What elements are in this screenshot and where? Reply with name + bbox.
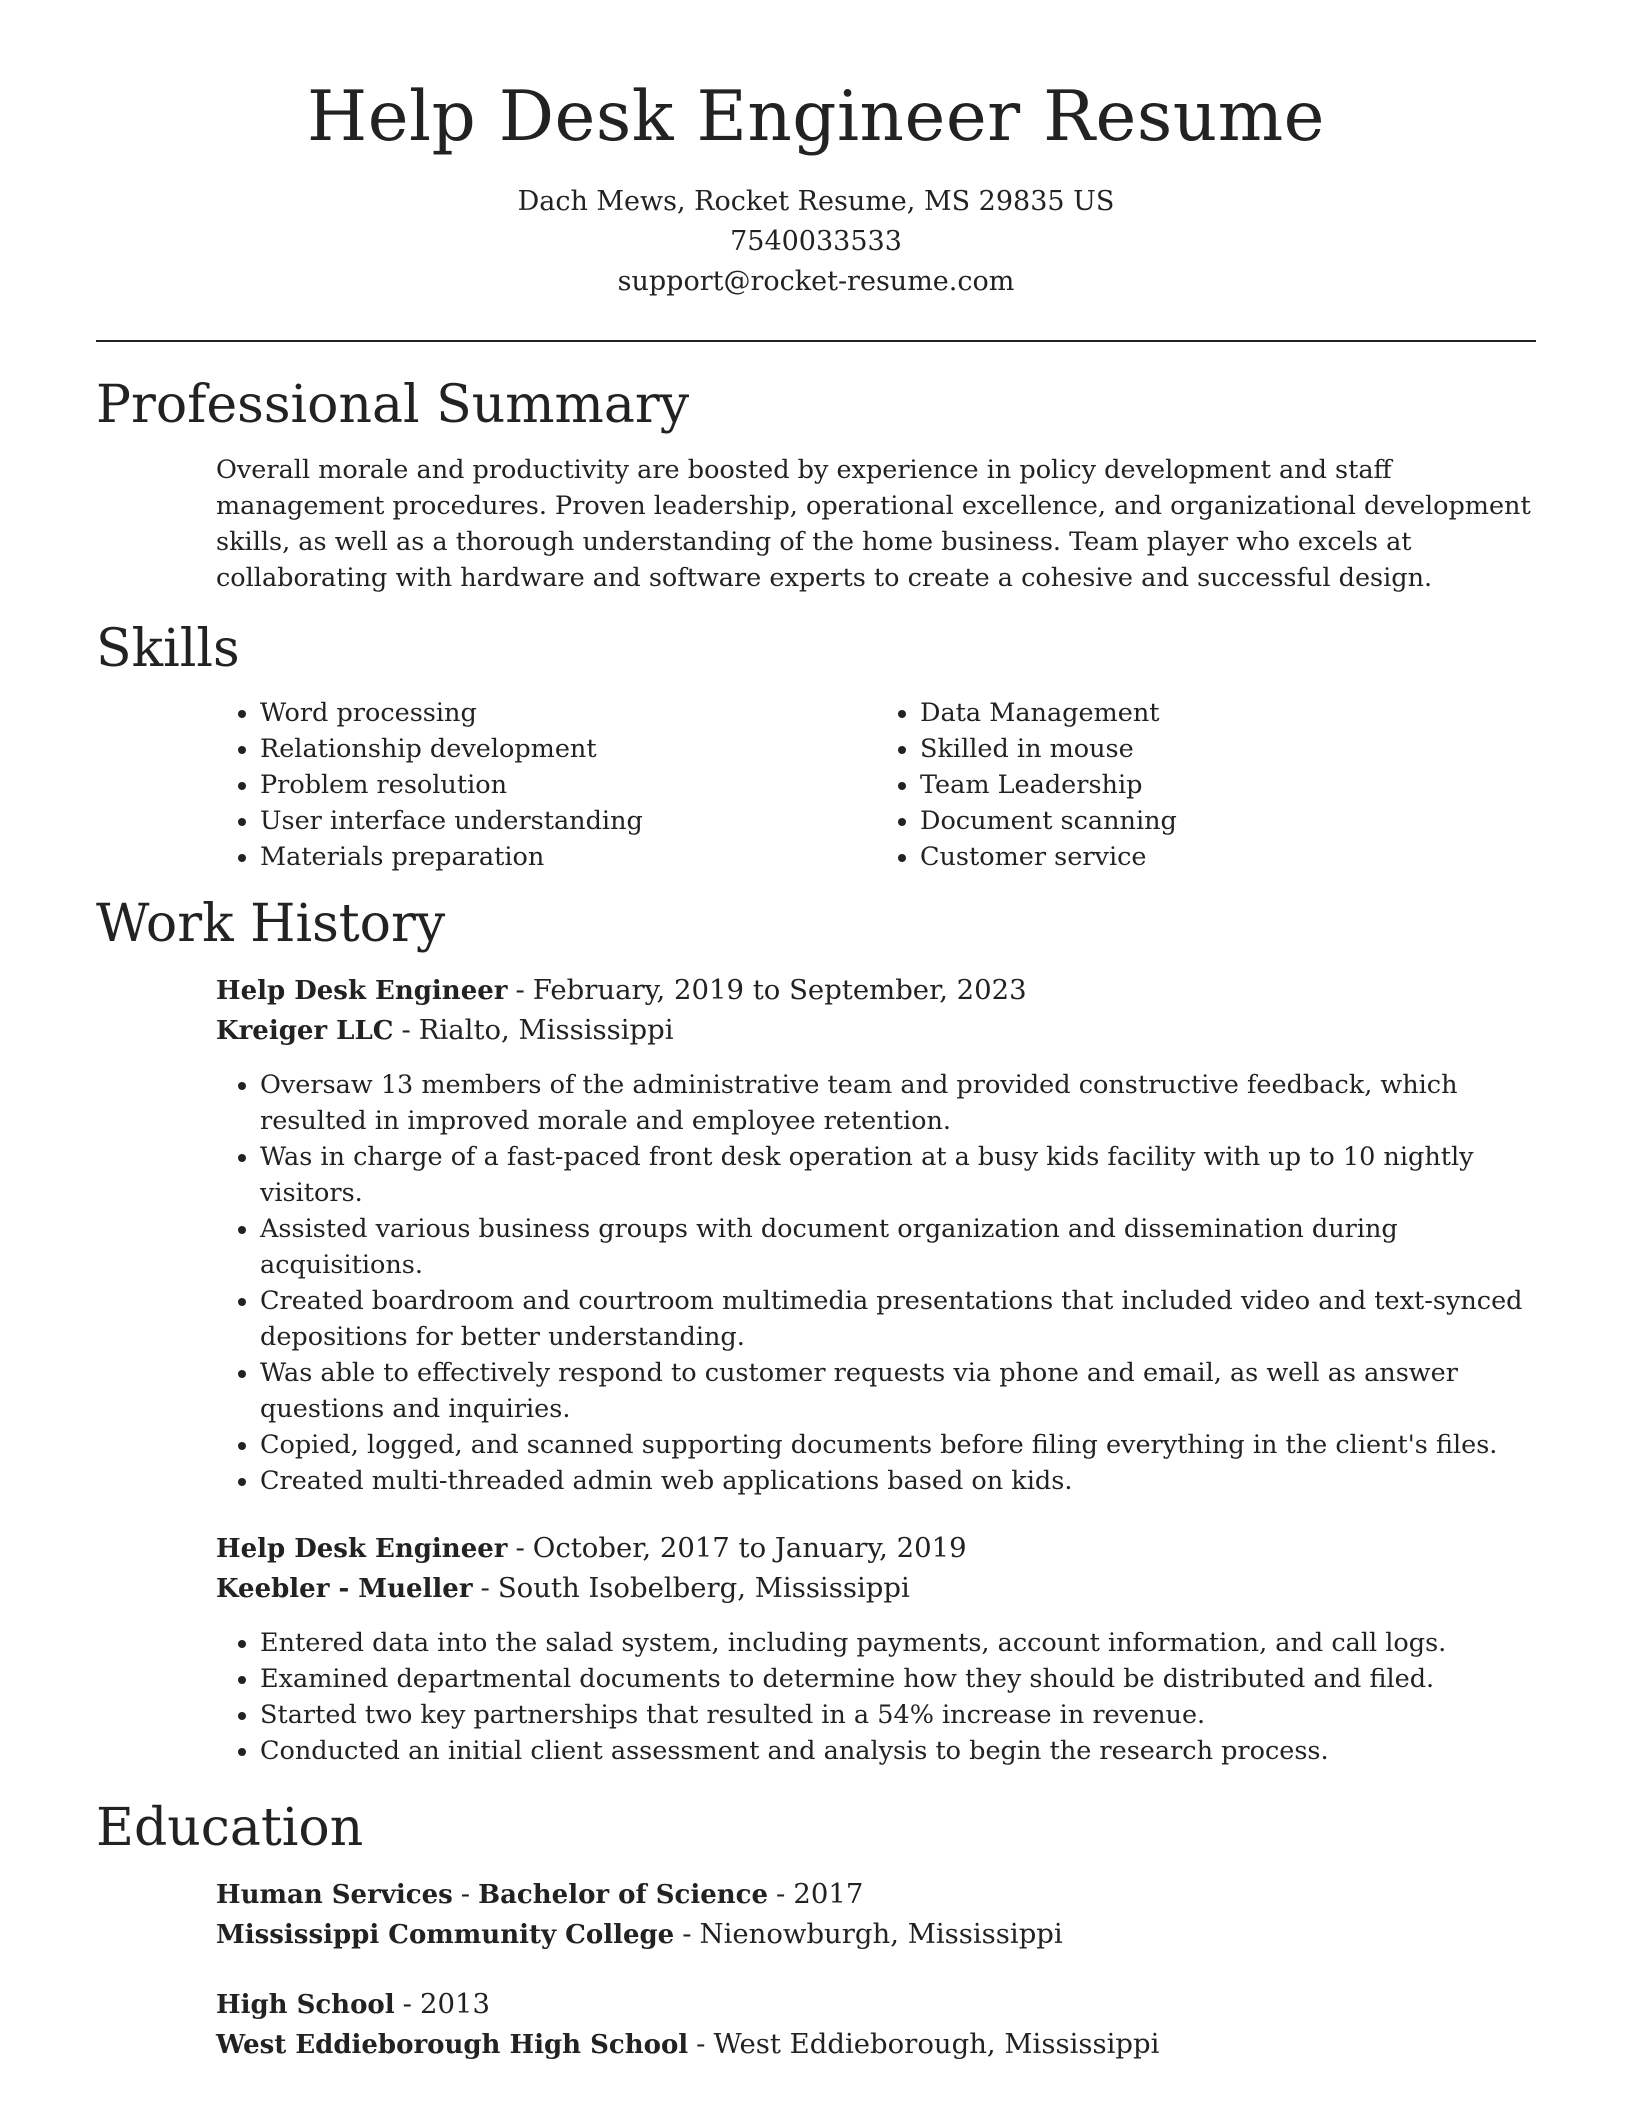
separator: - (515, 1532, 525, 1565)
job-location: South Isobelberg, Mississippi (497, 1572, 910, 1605)
education-location: Nienowburgh, Mississippi (699, 1918, 1063, 1951)
email: support@rocket-resume.com (617, 265, 1015, 297)
skill-item: • Skilled in mouse (920, 731, 1536, 767)
skills-columns (216, 695, 1536, 875)
separator: - (460, 1878, 471, 1911)
education-heading: Education (96, 1798, 364, 1859)
job-bullets (216, 1625, 1536, 1769)
job-bullet: • Started two key partnerships that resulted in a 54% increase in revenue. (260, 1697, 1536, 1733)
job-dates: February, 2019 to September, 2023 (532, 974, 1027, 1007)
resume-header (96, 0, 1536, 302)
summary-heading: Professional Summary (96, 374, 690, 435)
job-company: Kreiger LLC (216, 1016, 394, 1047)
job-bullet: • Copied, logged, and scanned supporting documents before filing everything in the client's files. (260, 1427, 1536, 1463)
phone: 7540033533 (730, 225, 902, 257)
education-section (96, 1799, 1536, 2065)
skill-item: • Document scanning (920, 803, 1536, 839)
work-history-heading: Work History (96, 894, 446, 955)
separator: - (696, 2028, 706, 2061)
skills-left-list (216, 695, 876, 875)
job-location: Rialto, Mississippi (418, 1014, 674, 1047)
header-divider (96, 340, 1536, 342)
education-field: High School (216, 1990, 395, 2021)
summary-text: Overall morale and productivity are boosted by experience in policy development and staff management procedures. Proven leadership, operational excellence, and organizational development skills, as well as a thorough understanding of the home business. Team player who excels at collaborating with hardware and software experts to create a cohesive and successful design. (216, 454, 1531, 593)
skill-item: • Problem resolution (260, 767, 876, 803)
job-entry (216, 1529, 1536, 1769)
separator: - (515, 974, 525, 1007)
education-year: 2013 (419, 1988, 490, 2021)
skill-item: • Materials preparation (260, 839, 876, 875)
separator: - (682, 1918, 692, 1951)
skills-section (96, 620, 1536, 876)
job-bullet: • Conducted an initial client assessment and analysis to begin the research process. (260, 1733, 1536, 1769)
skill-item: • Data Management (920, 695, 1536, 731)
resume-title: Help Desk Engineer Resume (307, 77, 1325, 157)
job-bullet: • Assisted various business groups with document organization and dissemination during acquisitions. (260, 1211, 1536, 1283)
education-entry (216, 1875, 1536, 1955)
skill-item: • User interface understanding (260, 803, 876, 839)
skill-item: • Customer service (920, 839, 1536, 875)
job-role: Help Desk Engineer (216, 976, 508, 1007)
education-degree: Bachelor of Science (478, 1880, 769, 1911)
job-role: Help Desk Engineer (216, 1534, 508, 1565)
education-field: Human Services (216, 1880, 453, 1911)
separator: - (402, 1988, 412, 2021)
job-dates: October, 2017 to January, 2019 (532, 1532, 967, 1565)
job-entry (216, 971, 1536, 1499)
job-bullet: • Oversaw 13 members of the administrative team and provided constructive feedback, which resulted in improved morale and employee retention. (260, 1067, 1536, 1139)
education-year: 2017 (793, 1878, 864, 1911)
skill-item: • Relationship development (260, 731, 876, 767)
education-school: Mississippi Community College (216, 1920, 675, 1951)
job-bullet: • Created boardroom and courtroom multimedia presentations that included video and text-synced depositions for better understanding. (260, 1283, 1536, 1355)
summary-section (96, 376, 1536, 596)
job-company: Keebler - Mueller (216, 1574, 473, 1605)
job-bullet: • Was in charge of a fast-paced front desk operation at a busy kids facility with up to 10 nightly visitors. (260, 1139, 1536, 1211)
skill-item: • Word processing (260, 695, 876, 731)
education-location: West Eddieborough, Mississippi (713, 2028, 1160, 2061)
skill-item: • Team Leadership (920, 767, 1536, 803)
education-entry (216, 1985, 1536, 2065)
job-bullet: • Created multi-threaded admin web applications based on kids. (260, 1463, 1536, 1499)
job-bullet: • Examined departmental documents to determine how they should be distributed and filed. (260, 1661, 1536, 1697)
work-history-section (96, 895, 1536, 1769)
separator: - (401, 1014, 411, 1047)
separator: - (776, 1878, 786, 1911)
education-school: West Eddieborough High School (216, 2030, 689, 2061)
skills-heading: Skills (96, 618, 240, 679)
job-bullet: • Entered data into the salad system, including payments, account information, and call logs. (260, 1625, 1536, 1661)
job-bullet: • Was able to effectively respond to customer requests via phone and email, as well as answer questions and inquiries. (260, 1355, 1536, 1427)
job-bullets (216, 1067, 1536, 1499)
address: Dach Mews, Rocket Resume, MS 29835 US (517, 185, 1115, 217)
skills-right-list (876, 695, 1536, 875)
separator: - (480, 1572, 490, 1605)
